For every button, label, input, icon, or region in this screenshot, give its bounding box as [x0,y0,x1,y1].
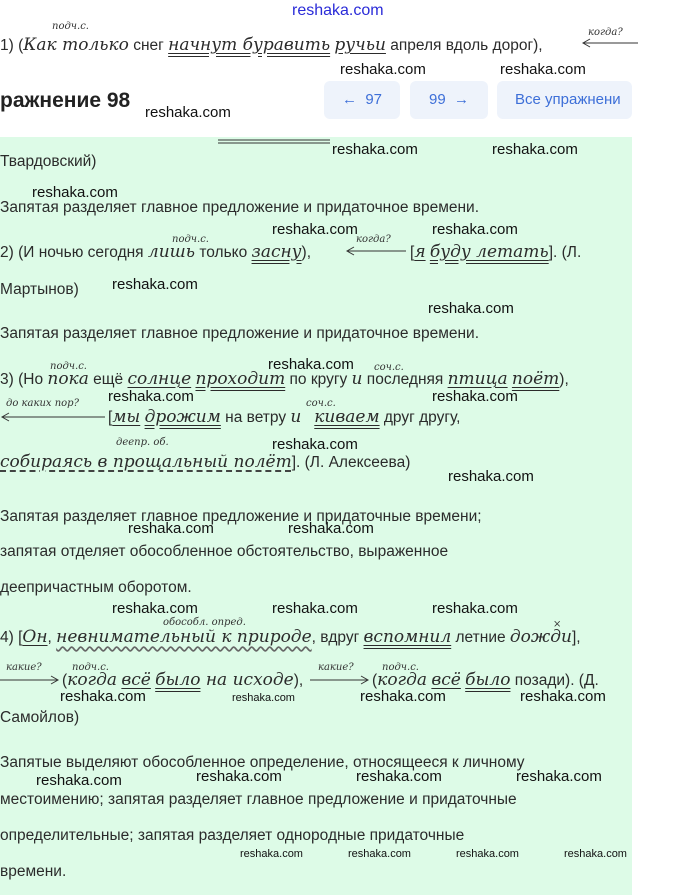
explanation-2: Запятая разделяет главное предложение и придаточное времени. [0,325,480,342]
author-4: Самойлов) [0,709,80,726]
arrow-left-icon: ← [341,91,357,108]
watermark: reshaka.com [108,388,194,405]
question-label: какие? [6,662,42,673]
sentence-4-clause1: (когда всё было на исходе), [62,670,304,690]
watermark: reshaka.com [145,104,231,121]
watermark: reshaka.com [516,768,602,785]
watermark: reshaka.com [36,772,122,789]
label-coordinating-conj: соч.с. [374,362,404,373]
watermark: reshaka.com [272,436,358,453]
watermark: reshaka.com [448,468,534,485]
watermark: reshaka.com [232,692,295,704]
watermark: reshaka.com [428,300,514,317]
cross-icon: × [553,619,562,630]
question-label: когда? [588,27,623,38]
question-label: до каких пор? [6,398,79,409]
author-1: Твардовский) [0,153,97,170]
label-subordinate-conj: подч.с. [382,662,419,673]
watermark: reshaka.com [432,388,518,405]
next-exercise-button[interactable]: 99 → [410,81,488,119]
watermark: reshaka.com [288,520,374,537]
sentence-3-line2: [мы дрожим на ветру и киваем друг другу, [108,407,461,427]
watermark: reshaka.com [432,221,518,238]
sentence-3-line3: собираясь в прощальный полёт]. (Л. Алексеева) [0,452,411,472]
watermark: reshaka.com [32,184,118,201]
watermark: reshaka.com [564,848,627,860]
explanation-4-line3: определительные; запятая разделяет однородные придаточные [0,827,465,844]
watermark: reshaka.com [268,356,354,373]
explanation-3-line1: Запятая разделяет главное предложение и придаточные времени; [0,508,482,525]
watermark: reshaka.com [456,848,519,860]
watermark: reshaka.com [332,141,418,158]
watermark: reshaka.com [60,688,146,705]
sentence-3-line1: 3) (Но пока ещё солнце проходит по кругу и последняя птица поёт), [0,369,569,389]
label-subordinate-conj: подч.с. [172,234,209,245]
explanation-1: Запятая разделяет главное предложение и придаточное времени. [0,199,480,216]
watermark: reshaka.com [500,61,586,78]
sentence-4-line1: 4) [Он, невнимательный к природе, вдруг вспомнил летние дожди], [0,627,581,647]
arrow-right-icon: → [454,91,470,108]
watermark: reshaka.com [520,688,606,705]
question-label: когда? [356,234,391,245]
label-coordinating-conj: соч.с. [306,398,336,409]
watermark: reshaka.com [272,600,358,617]
watermark: reshaka.com [492,141,578,158]
sentence-2-main: [я буду летать]. (Л. [410,242,582,262]
explanation-3-line2: запятая отделяет обособленное обстоятельство, выраженное [0,543,449,560]
sentence-2: 2) (И ночью сегодня лишь только засну), [0,242,312,262]
label-subordinate-conj: подч.с. [52,21,89,32]
explanation-4-line1: Запятые выделяют обособленное определение, относящееся к личному [0,754,525,771]
label-adverbial-phrase: деепр. об. [116,437,169,448]
watermark: reshaka.com [356,768,442,785]
watermark: reshaka.com [112,600,198,617]
explanation-4-line4: времени. [0,863,67,880]
watermark: reshaka.com [196,768,282,785]
page-title: ражнение 98 [0,89,131,112]
sentence-4-clause2: (когда всё было позади). (Д. [372,670,599,690]
prev-exercise-button[interactable]: ← 97 [324,81,400,119]
watermark: reshaka.com [340,61,426,78]
label-subordinate-conj: подч.с. [72,662,109,673]
watermark: reshaka.com [360,688,446,705]
all-exercises-button[interactable]: Все упражнени [497,81,632,119]
label-subordinate-conj: подч.с. [50,361,87,372]
watermark: reshaka.com [432,600,518,617]
watermark: reshaka.com [348,848,411,860]
label-separate-definition: обособл. опред. [163,617,246,628]
watermark: reshaka.com [272,221,358,238]
question-label: какие? [318,662,354,673]
watermark: reshaka.com [112,276,198,293]
watermark: reshaka.com [128,520,214,537]
explanation-4-line2: местоимению; запятая разделяет главное предложение и придаточные [0,791,517,808]
author-2: Мартынов) [0,281,79,298]
sentence-1: 1) (Как только снег начнут буравить ручьи апреля вдоль дорог), [0,35,543,55]
watermark: reshaka.com [292,2,384,19]
watermark: reshaka.com [240,848,303,860]
explanation-3-line3: деепричастным оборотом. [0,579,192,596]
